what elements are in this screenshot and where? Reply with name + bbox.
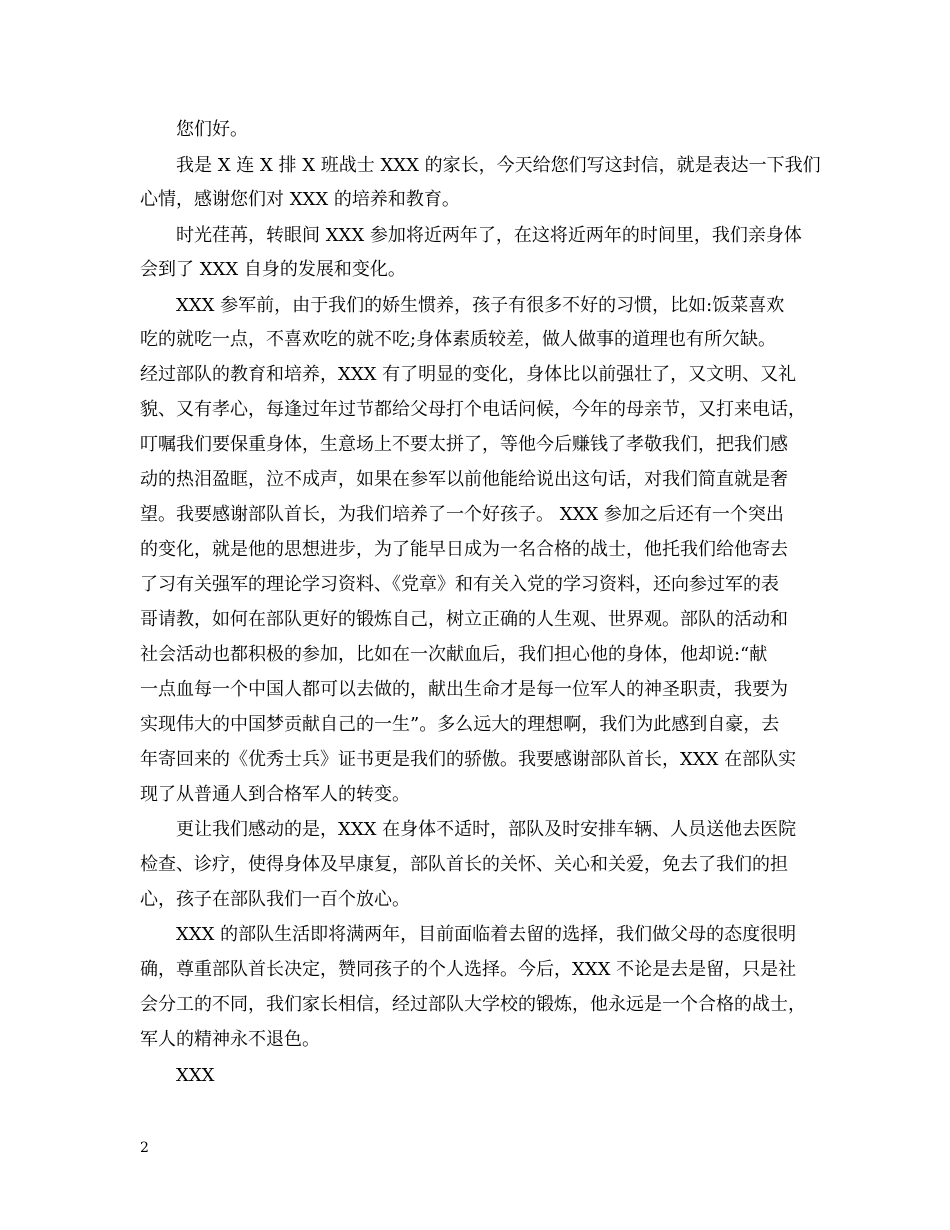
paragraph-line: 吃的就吃一点，不喜欢吃的就不吃;身体素质较差，做人做事的道理也有所欠缺。 [140, 329, 777, 350]
page-number: 2 [140, 1140, 149, 1156]
paragraph-line: 军人的精神永不退色。 [140, 1029, 320, 1050]
paragraph-line: 实现伟大的中国梦贡献自己的一生”。多么远大的理想啊，我们为此感到自豪，去 [140, 714, 780, 735]
paragraph-line: 了习有关强军的理论学习资料、《党章》和有关入党的学习资料，还向参过军的表 [140, 574, 779, 595]
paragraph-line: 貌、又有孝心，每逢过年过节都给父母打个电话问候，今年的母亲节，又打来电话， [140, 399, 806, 420]
paragraph-line: 心，孩子在部队我们一百个放心。 [140, 889, 410, 910]
paragraph-line: 年寄回来的《优秀士兵》证书更是我们的骄傲。我要感谢部队首长，XXX 在部队实 [140, 749, 797, 770]
paragraph-line: 动的热泪盈眶，泣不成声，如果在参军以前他能给说出这句话，对我们简直就是奢 [140, 469, 788, 490]
paragraph-line: XXX 参军前，由于我们的娇生惯养，孩子有很多不好的习惯，比如:饭菜喜欢 [176, 295, 785, 316]
paragraph-line: 经过部队的教育和培养，XXX 有了明显的变化，身体比以前强壮了，又文明、又礼 [140, 364, 797, 385]
paragraph-line: 更让我们感动的是，XXX 在身体不适时，部队及时安排车辆、人员送他去医院 [176, 819, 797, 840]
paragraph-line: 社会活动也都积极的参加，比如在一次献血后，我们担心他的身体，他却说:“献 [140, 644, 768, 665]
paragraph-line: 望。我要感谢部队首长，为我们培养了一个好孩子。 XXX 参加之后还有一个突出 [140, 504, 784, 525]
paragraph-line: 会分工的不同，我们家长相信，经过部队大学校的锻炼，他永远是一个合格的战士， [140, 994, 806, 1015]
paragraph-line: 心情，感谢您们对 XXX 的培养和教育。 [140, 189, 460, 210]
paragraph-line: 的变化，就是他的思想进步，为了能早日成为一名合格的战士，他托我们给他寄去 [140, 539, 788, 560]
paragraph-line: 现了从普通人到合格军人的转变。 [140, 784, 410, 805]
paragraph-line: 检查、诊疗，使得身体及早康复，部队首长的关怀、关心和关爱，免去了我们的担 [140, 854, 788, 875]
paragraph-line: 确，尊重部队首长决定，赞同孩子的个人选择。今后，XXX 不论是去是留，只是社 [140, 959, 797, 980]
paragraph-line: 时光荏苒，转眼间 XXX 参加将近两年了，在这将近两年的时间里，我们亲身体 [176, 225, 802, 246]
paragraph-line: 会到了 XXX 自身的发展和变化。 [140, 259, 406, 280]
paragraph-line: XXX 的部队生活即将满两年，目前面临着去留的选择，我们做父母的态度很明 [176, 924, 797, 945]
paragraph-line: 哥请教，如何在部队更好的锻炼自己，树立正确的人生观、世界观。部队的活动和 [140, 609, 788, 630]
signature-line: XXX [176, 1065, 215, 1086]
greeting-line: 您们好。 [176, 119, 248, 140]
paragraph-line: 叮嘱我们要保重身体，生意场上不要太拼了，等他今后赚钱了孝敬我们，把我们感 [140, 434, 788, 455]
paragraph-line: 一点血每一个中国人都可以去做的，献出生命才是每一位军人的神圣职责，我要为 [140, 679, 788, 700]
paragraph-line: 我是 X 连 X 排 X 班战士 XXX 的家长，今天给您们写这封信，就是表达一下我们 [176, 155, 821, 176]
